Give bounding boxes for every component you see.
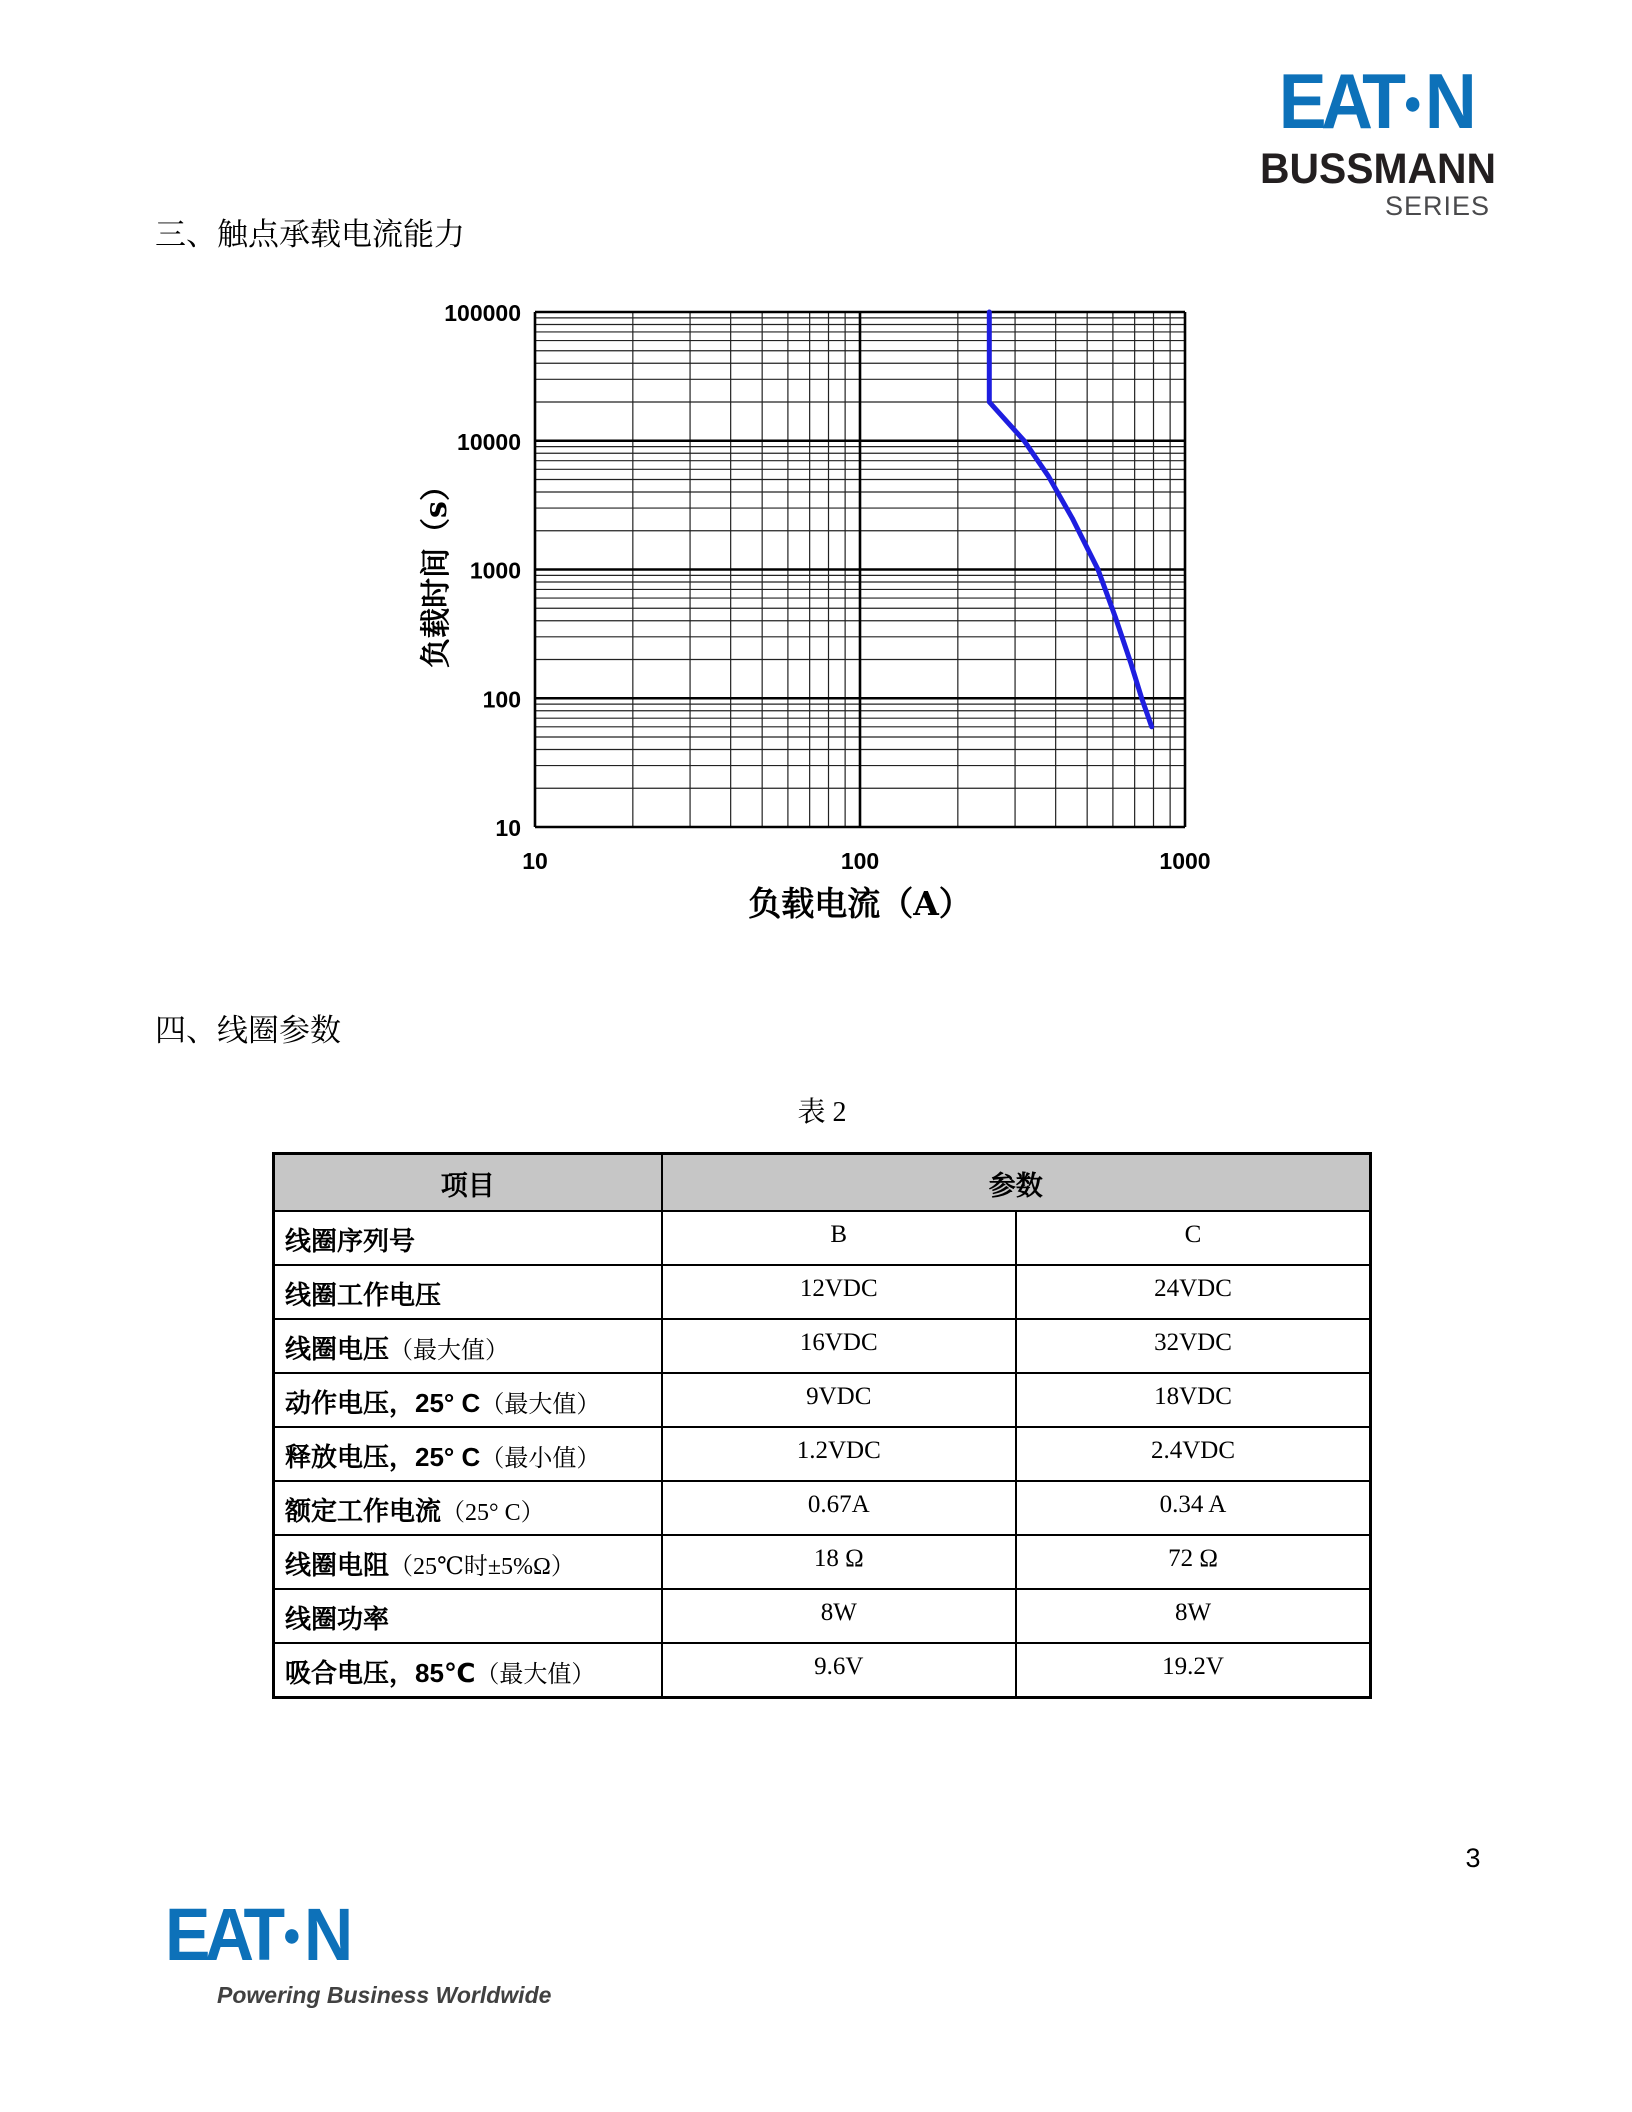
param-label: 吸合电压，85℃（最大值）: [274, 1643, 662, 1698]
table-row: [274, 1427, 1371, 1481]
load-chart-svg: [390, 295, 1240, 945]
param-label: 线圈工作电压: [274, 1265, 662, 1319]
table-header-row: [274, 1154, 1371, 1211]
param-value-c: 32VDC: [1016, 1319, 1371, 1373]
param-value-c: 0.34 A: [1016, 1481, 1371, 1535]
param-label: 线圈电压（最大值）: [274, 1319, 662, 1373]
table-caption: 表 2: [797, 1097, 847, 1128]
param-value-c: 2.4VDC: [1016, 1427, 1371, 1481]
table-row: [274, 1535, 1371, 1589]
coil-parameters-table: [272, 1152, 1372, 1699]
section-4-heading: 四、线圈参数: [155, 1013, 341, 1048]
chart-curve: [989, 312, 1151, 727]
eaton-logo: [1269, 57, 1481, 145]
tick-label: 1000: [1159, 848, 1211, 874]
tick-label: 10000: [457, 428, 521, 455]
section-3-heading: 三、触点承载电流能力: [155, 217, 465, 252]
tick-label: 100: [482, 686, 521, 713]
table-row: [274, 1211, 1371, 1265]
table-row: [274, 1589, 1371, 1643]
eaton-footer-logo-dot-icon: ●: [282, 1916, 302, 1954]
eaton-logo-text: EAT: [1278, 57, 1401, 145]
param-value-b: 9.6V: [662, 1643, 1017, 1698]
table-row: [274, 1373, 1371, 1427]
tick-label: 10: [522, 848, 548, 874]
param-value-c: 19.2V: [1016, 1643, 1371, 1698]
param-value-c: 18VDC: [1016, 1373, 1371, 1427]
table-row: [274, 1265, 1371, 1319]
param-value-b: 12VDC: [662, 1265, 1017, 1319]
table-header-item: 项目: [274, 1154, 662, 1211]
param-label: 线圈序列号: [274, 1211, 662, 1265]
param-label: 释放电压，25° C（最小值）: [274, 1427, 662, 1481]
param-value-b: 8W: [662, 1589, 1017, 1643]
table-row: [274, 1319, 1371, 1373]
tick-label: 100000: [444, 300, 521, 326]
param-value-b: 18 Ω: [662, 1535, 1017, 1589]
param-value-b: 1.2VDC: [662, 1427, 1017, 1481]
load-chart: [390, 295, 1240, 945]
bussmann-wordmark: BUSSMANN: [1260, 145, 1497, 193]
eaton-logo-dot-icon: ●: [1403, 84, 1423, 122]
tick-label: 10: [495, 815, 521, 841]
eaton-tagline: Powering Business Worldwide: [217, 1982, 552, 2008]
param-label: 额定工作电流（25° C）: [274, 1481, 662, 1535]
table-body: [274, 1211, 1371, 1698]
eaton-footer-brand-block: [165, 1893, 552, 2009]
page-number: 3: [1465, 1843, 1481, 1873]
param-value-b: 16VDC: [662, 1319, 1017, 1373]
table-row: [274, 1481, 1371, 1535]
axis-label: 负载时间（s）: [419, 471, 454, 668]
eaton-bussmann-brand-block: [1260, 57, 1497, 221]
tick-label: 100: [840, 848, 880, 874]
param-value-b: B: [662, 1211, 1017, 1265]
tick-label: 1000: [469, 557, 521, 584]
param-value-c: C: [1016, 1211, 1371, 1265]
param-value-c: 72 Ω: [1016, 1535, 1371, 1589]
table-header-params: 参数: [662, 1154, 1371, 1211]
param-label: 线圈功率: [274, 1589, 662, 1643]
series-wordmark: SERIES: [1384, 191, 1490, 221]
eaton-footer-logo: [165, 1893, 496, 1976]
param-value-b: 0.67A: [662, 1481, 1017, 1535]
axis-label: 负载电流（A）: [748, 884, 972, 923]
eaton-footer-logo-text: EAT: [165, 1893, 280, 1976]
param-value-c: 8W: [1016, 1589, 1371, 1643]
param-label: 动作电压，25° C（最大值）: [274, 1373, 662, 1427]
eaton-footer-logo-text-right: N: [303, 1893, 348, 1976]
table-row: [274, 1643, 1371, 1698]
param-value-c: 24VDC: [1016, 1265, 1371, 1319]
param-value-b: 9VDC: [662, 1373, 1017, 1427]
eaton-logo-text-right: N: [1424, 57, 1472, 145]
param-label: 线圈电阻（25℃时±5%Ω）: [274, 1535, 662, 1589]
